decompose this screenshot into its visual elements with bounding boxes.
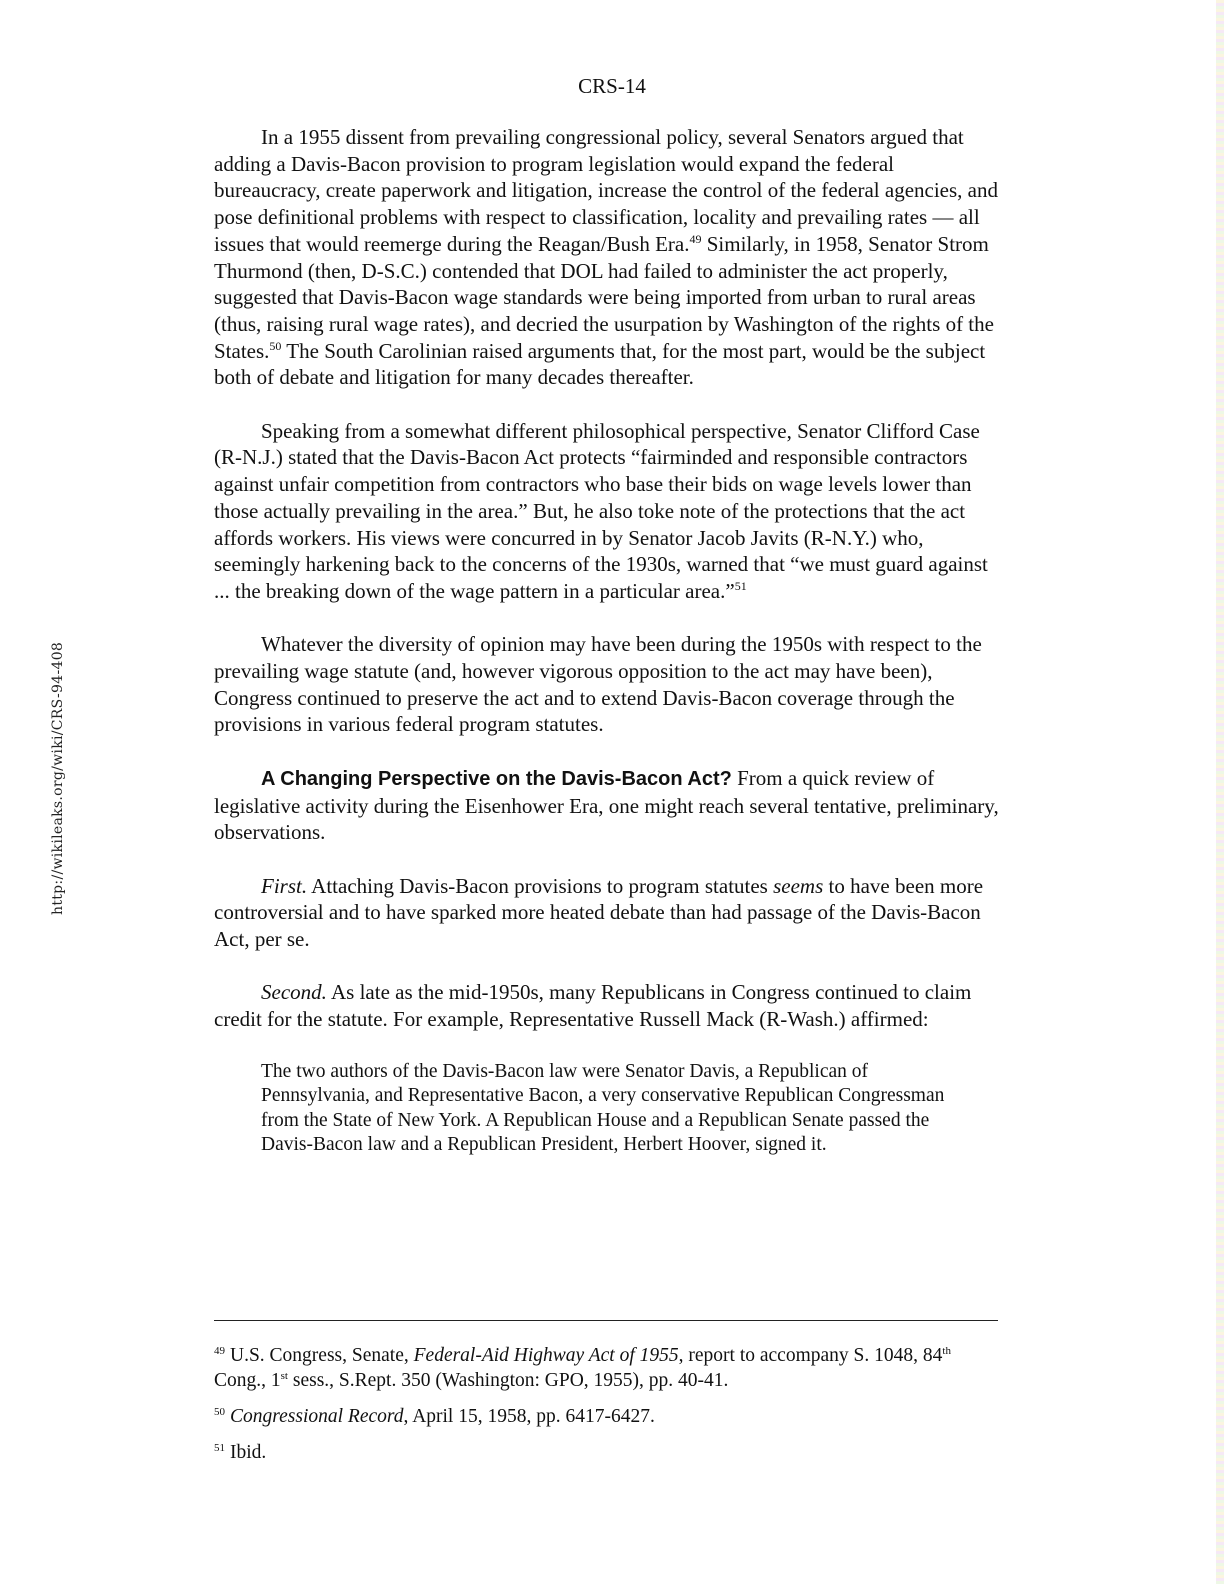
footnote-49: $^{49}$ U.S. Congress, Senate, Federal-Aid Highway Act of 1955, report to accompany S. 1048, 84th Cong., 1st sess., S.Rept. 350 (Washington: GPO, 1955), pp. 40-41.	[214, 1345, 951, 1391]
footnote-50: $^{50}$ Congressional Record, April 15, 1958, pp. 6417-6427.	[214, 1406, 655, 1427]
footnote-ref-51[interactable]: 51	[734, 578, 747, 593]
footnotes	[214, 1343, 1004, 1476]
paragraph-changing-perspective: A Changing Perspective on the Davis-Bacon Act? From a quick review of legislative activity during the Eisenhower Era, one might reach several tentative, preliminary, observations.	[214, 765, 999, 845]
section-heading: A Changing Perspective on the Davis-Bacon Act?	[261, 767, 732, 790]
paragraph-1955-dissent: In a 1955 dissent from prevailing congressional policy, several Senators argued that adding a Davis-Bacon provision to program legislation would expand the federal bureaucracy, create paperwork and litigation, increase the control of the federal agencies, and pose definitional problems with respect to classification, locality and prevailing rates — all issues that would reemerge during the Reagan/Bush Era.$^{49}$ Similarly, in 1958, Senator Strom Thurmond (then, D-S.C.) contended that DOL had failed to administer the act properly, suggested that Davis-Bacon wage standards were being imported from urban to rural areas (thus, raising rural wage rates), and decried the usurpation by Washington of the rights of the States.$^{50}$ The South Carolinian raised arguments that, for the most part, would be the subject both of debate and litigation for many decades thereafter.	[214, 125, 998, 390]
emphasis-seems: seems	[773, 873, 824, 898]
footnote-separator	[214, 1320, 998, 1321]
footnote-ref-50[interactable]: 50	[269, 338, 282, 353]
footnote-51: $^{51}$ Ibid.	[214, 1442, 267, 1463]
paragraph-case-javits: Speaking from a somewhat different philosophical perspective, Senator Clifford Case (R-N.J.) stated that the Davis-Bacon Act protects “fairminded and responsible contractors against unfair competition from contractors who base their bids on wage levels lower than those actually prevailing in the area.” But, he also toke note of the protections that the act affords workers. His views were concurred in by Senator Jacob Javits (R-N.Y.) who, seemingly harkening back to the concerns of the 1930s, warned that “we must guard against ... the breaking down of the wage pattern in a particular area.”$^{51}$	[214, 418, 988, 603]
paragraph-diversity-of-opinion: Whatever the diversity of opinion may have been during the 1950s with respect to the prevailing wage statute (and, however vigorous opposition to the act may have been), Congress continued to preserve the act and to extend Davis-Bacon coverage through the provisions in various federal program statutes.	[214, 632, 982, 737]
block-quote-mack: The two authors of the Davis-Bacon law were Senator Davis, a Republican of Pennsylvania, and Representative Bacon, a very conservative Republican Congressman from the State of New York. A Republican House and a Republican Senate passed the Davis-Bacon law and a Republican President, Herbert Hoover, signed it.	[261, 1060, 945, 1156]
paragraph-first-observation: First. Attaching Davis-Bacon provisions to program statutes seems to have been more controversial and to have sparked more heated debate than had passage of the Davis-Bacon Act, per se.	[214, 873, 984, 952]
page-number-header: CRS-14	[578, 74, 646, 98]
footnote-ref-49[interactable]: 49	[689, 231, 702, 246]
page-edge-strip	[1216, 0, 1224, 1584]
lead-first: First.	[261, 873, 308, 898]
side-source-url: http://wikileaks.org/wiki/CRS-94-408	[50, 641, 66, 915]
paragraph-second-observation: Second. As late as the mid-1950s, many Republicans in Congress continued to claim credit for the statute. For example, Representative Russell Mack (R-Wash.) affirmed:	[214, 980, 972, 1032]
lead-second: Second.	[261, 980, 327, 1005]
document-body	[214, 124, 1004, 1158]
